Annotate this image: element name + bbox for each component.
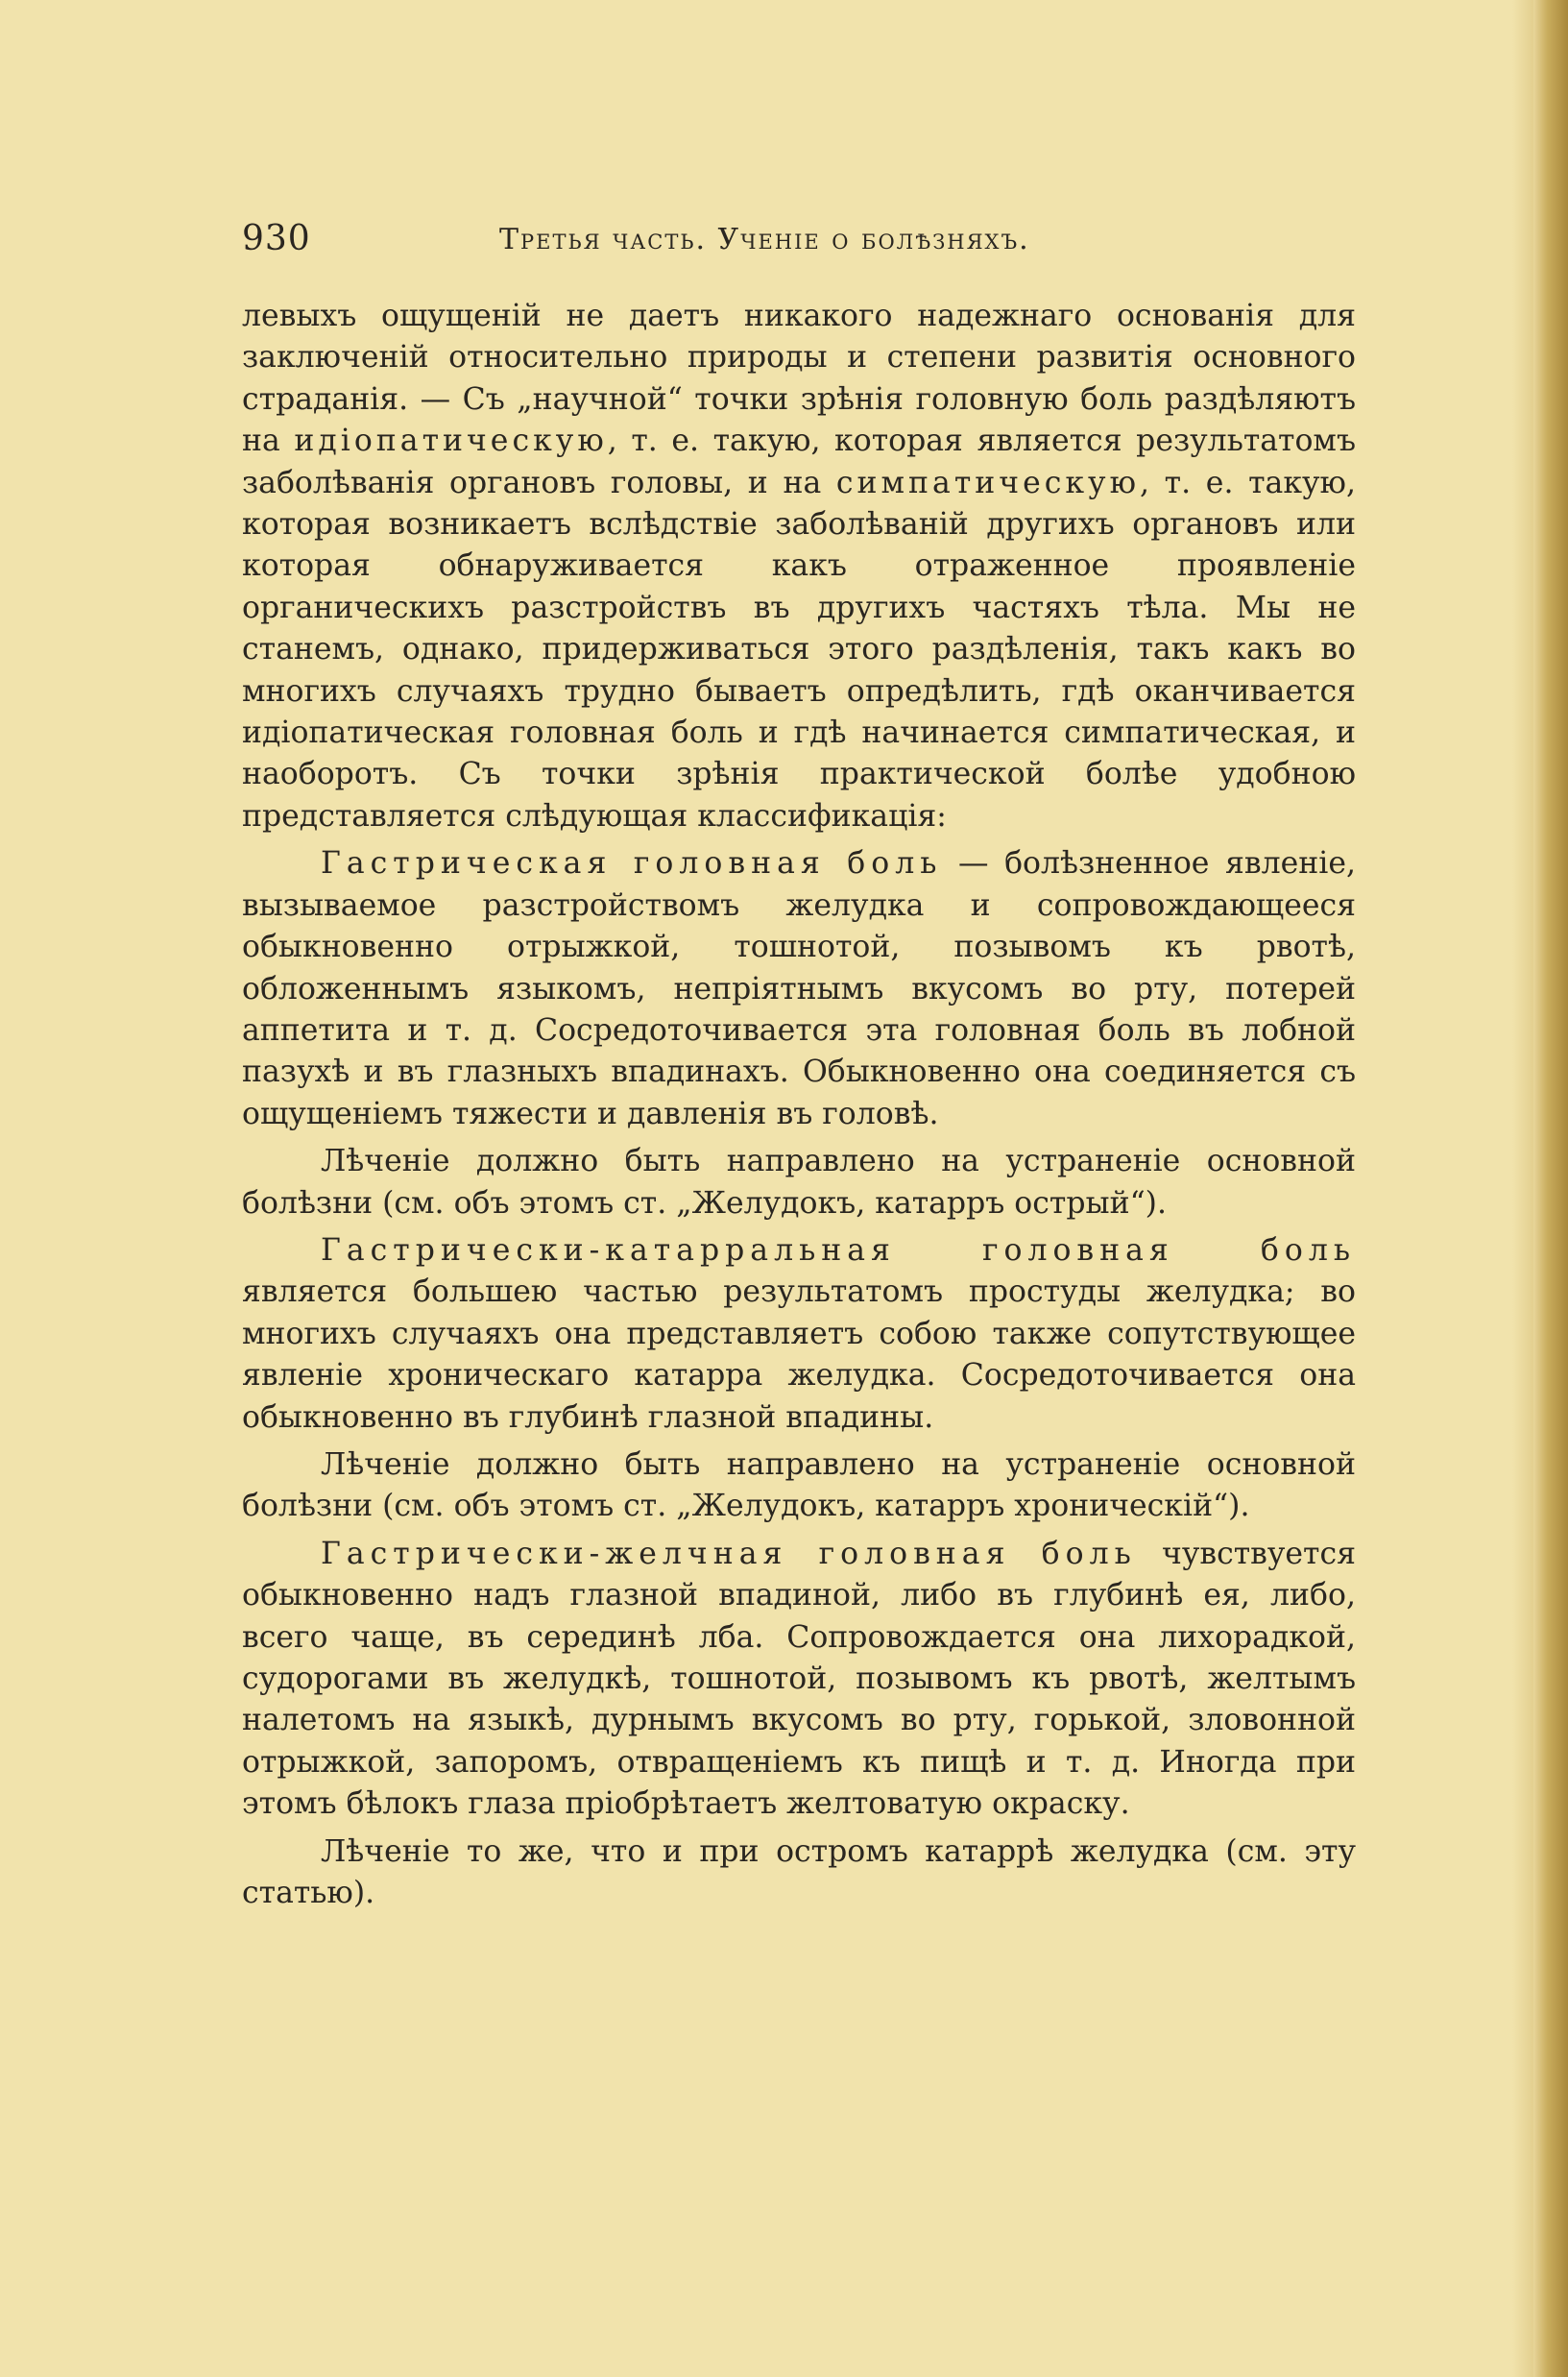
- body-text: [242, 296, 1356, 1914]
- paragraph-treatment-catarrhal: Лѣченіе должно быть направлено на устраненіе основной болѣзни (см. объ этомъ ст. „Желудокъ, катарръ хроническій“).: [242, 1446, 1356, 1524]
- paragraph-intro-text-c: , т. е. такую, которая возникаетъ вслѣдствіе заболѣваній другихъ органовъ или которая обнаруживается какъ отраженное проявленіе органическихъ разстройствъ въ другихъ частяхъ тѣла. Мы не станемъ, однако, придерживаться этого раздѣленія, такъ какъ во многихъ случаяхъ трудно бываетъ опредѣлить, гдѣ оканчивается идіопатическая головная боль и гдѣ начинается симпатическая, и наоборотъ. Съ точки зрѣнія практической болѣе удобною представляется слѣдующая классификація:: [242, 465, 1356, 834]
- paragraph-intro-text-a: левыхъ ощущеній не даетъ никакого надежнаго основанія для заключеній относительно природы и степени развитія основного страданія. — Съ „научной“ точки зрѣнія головную боль раздѣляютъ на: [242, 299, 1356, 459]
- page-header: [242, 219, 1356, 263]
- running-head: Третья часть. Ученіе о болѣзняхъ.: [499, 223, 1030, 256]
- paragraph-intro-text-b: , т. е. такую, которая является результатомъ заболѣванія органовъ головы, и на: [242, 424, 1356, 500]
- paragraph-treatment-bilious: Лѣченіе то же, что и при остромъ катаррѣ желудка (см. эту статью).: [242, 1833, 1356, 1911]
- term-idiopathic: идіопатическую: [294, 424, 608, 459]
- paragraph-treatment-gastric: Лѣченіе должно быть направлено на устраненіе основной болѣзни (см. объ этомъ ст. „Желудокъ, катарръ острый“).: [242, 1144, 1356, 1221]
- page-number: 930: [242, 219, 311, 258]
- paragraph-gastric-bilious: [242, 1534, 1356, 1826]
- paragraph-gastric-bilious-text: чувствуется обыкновенно надъ глазной впадиной, либо въ глубинѣ ея, либо, всего чаще, въ серединѣ лба. Сопровождается она лихорадкой, судорогами въ желудкѣ, тошнотой, позывомъ къ рвотѣ, желтымъ налетомъ на языкѣ, дурнымъ вкусомъ во рту, горькой, зловонной отрыжкой, запоромъ, отвращеніемъ къ пищѣ и т. д. Иногда при этомъ бѣлокъ глаза пріобрѣтаетъ желтоватую окраску.: [242, 1536, 1356, 1822]
- paragraph-gastric-catarrhal: [242, 1230, 1356, 1439]
- term-sympathetic: симпатическую: [835, 465, 1140, 500]
- paragraph-gastric: [242, 843, 1356, 1135]
- page-edge-shadow: [1533, 0, 1568, 2377]
- paragraph-intro: [242, 296, 1356, 837]
- term-gastric-catarrhal-headache: Гастрически-катарральная головная боль: [321, 1232, 1356, 1268]
- paragraph-gastric-catarrhal-text: является большею частью результатомъ простуды желудка; во многихъ случаяхъ она представляетъ собою также сопутствующее явленіе хроническаго катарра желудка. Сосредоточивается она обыкновенно въ глубинѣ глазной впадины.: [242, 1274, 1356, 1435]
- term-gastric-bilious-headache: Гастрически-желчная головная боль: [321, 1536, 1137, 1571]
- paragraph-gastric-text: — болѣзненное явленіе, вызываемое разстройствомъ желудка и сопровождающееся обыкновенно отрыжкой, тошнотой, позывомъ къ рвотѣ, обложеннымъ языкомъ, непріятнымъ вкусомъ во рту, потерей аппетита и т. д. Сосредоточивается эта головная боль въ лобной пазухѣ и въ глазныхъ впадинахъ. Обыкновенно она соединяется съ ощущеніемъ тяжести и давленія въ головѣ.: [242, 846, 1356, 1131]
- term-gastric-headache: Гастрическая головная боль: [321, 846, 943, 882]
